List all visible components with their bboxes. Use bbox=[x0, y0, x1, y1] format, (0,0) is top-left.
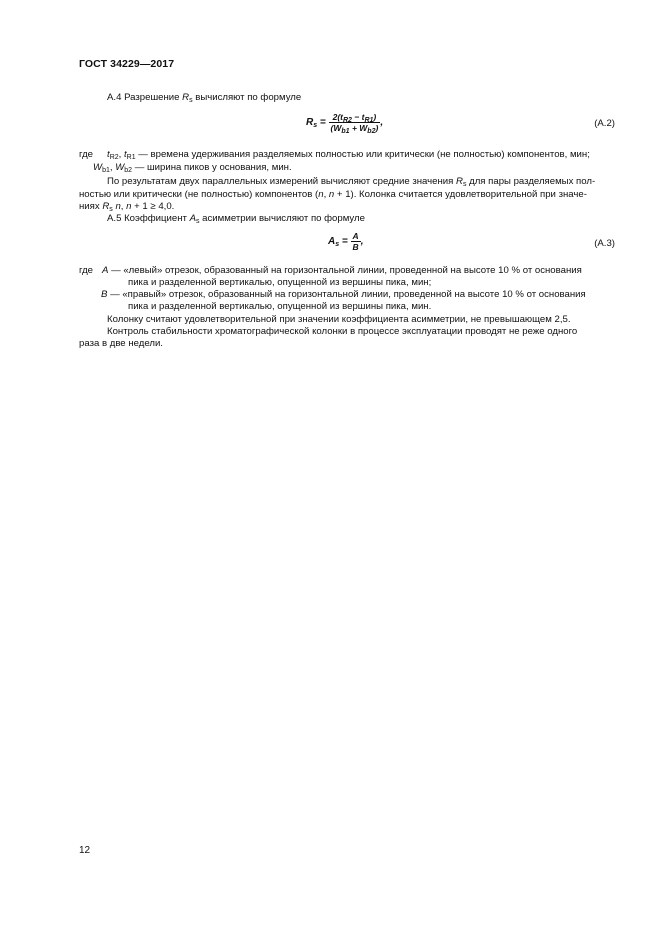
stability-line2: раза в две недели. bbox=[79, 338, 163, 349]
column-criterion-paragraph: Колонку считают удовлетворительной при значении коэффициента асимметрии, не превышающем 2,5. bbox=[107, 314, 571, 325]
stability-line1: Контроль стабильности хроматографической колонки в процессе эксплуатации проводят не реже одного bbox=[107, 326, 578, 337]
where2-b-line2: пика и разделенной вертикалью, опущенной из вершины пика, мин. bbox=[128, 301, 432, 312]
results-line2: ностью или критически (не полностью) компонентов (n, n + 1). Колонка считается удовлетворительной при значе- bbox=[79, 189, 587, 200]
a4-intro: А.4 Разрешение $R_s$ вычисляют по формуле bbox=[107, 92, 302, 104]
where2-b-line1: B — «правый» отрезок, образованный на горизонтальной линии, проведенной на высоте 10 % от основания bbox=[101, 289, 586, 300]
formula-a2-fraction bbox=[329, 112, 381, 133]
results-line3: ниях $R_s$ n, n + 1 ≥ 4,0. bbox=[79, 201, 175, 213]
equation-number-a3: (А.3) bbox=[594, 238, 615, 249]
a5-intro: А.5 Коэффициент $A_s$ асимметрии вычисляют по формуле bbox=[107, 213, 365, 225]
where2-a-line2: пика и разделенной вертикалью, опущенной из вершины пика, мин; bbox=[128, 277, 432, 288]
formula-a2: $R_s$ = $\frac{2(t_{R2} - t_{R1})}{(W_{b1} + W_{b2})}$ , bbox=[306, 112, 384, 135]
where1-line2: $W_{b1}$, $W_{b2}$ — ширина пиков у основания, мин. bbox=[93, 162, 292, 174]
formula-a3-numerator: A bbox=[352, 231, 359, 241]
document-header: ГОСТ 34229—2017 bbox=[79, 58, 175, 70]
where1-line1: где $t_{R2}$, $t_{R1}$ — времена удерживания разделяемых полностью или критически (не полностью) компонентов, мин; bbox=[79, 149, 590, 161]
results-line1: По результатам двух параллельных измерений вычисляют средние значения $R_s$ для пары разделяемых пол- bbox=[107, 176, 596, 188]
where2-a-line1: где A — «левый» отрезок, образованный на горизонтальной линии, проведенной на высоте 10 % от основания bbox=[79, 265, 582, 276]
formula-a2-numerator: $2(t_{R2} - t_{R1})$ bbox=[329, 112, 381, 123]
page-number: 12 bbox=[79, 845, 91, 856]
formula-a3-denominator: B bbox=[352, 242, 359, 252]
formula-a2-denominator: $(W_{b1} + W_{b2})$ bbox=[330, 123, 379, 135]
formula-a3: $A_s$ = $\frac{A}{B}$ , bbox=[328, 231, 364, 252]
formula-a3-fraction bbox=[351, 231, 361, 252]
equation-number-a2: (А.2) bbox=[594, 118, 615, 129]
